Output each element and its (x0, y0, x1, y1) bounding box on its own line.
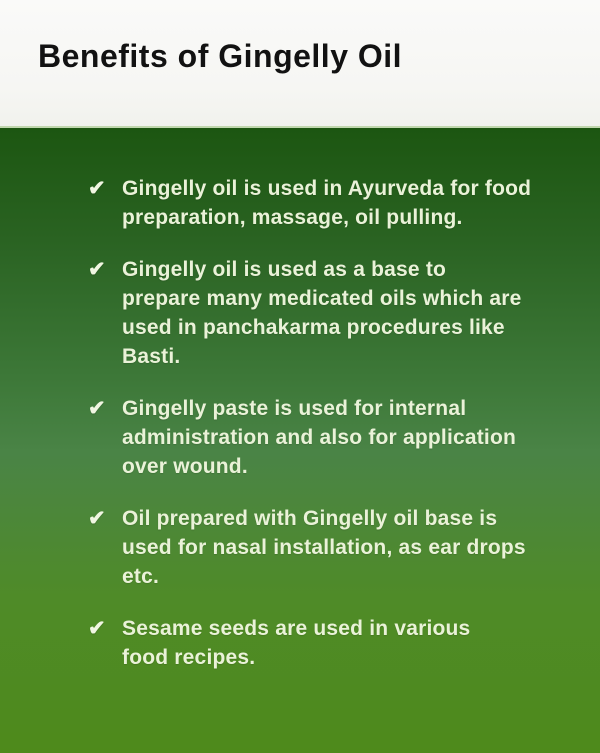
checkmark-icon: ✔ (88, 507, 106, 530)
checkmark-icon: ✔ (88, 617, 106, 640)
list-item (88, 255, 566, 371)
benefit-text (122, 504, 566, 591)
header (0, 0, 600, 126)
benefit-line: Gingelly paste is used for internal (122, 397, 467, 420)
benefit-line: administration and also for application (122, 426, 517, 449)
benefit-line: Gingelly oil is used as a base to (122, 258, 447, 281)
benefit-text (122, 174, 566, 232)
benefit-text (122, 614, 566, 672)
checkmark-icon: ✔ (88, 397, 106, 420)
list-item (88, 614, 566, 672)
benefits-section (0, 126, 600, 753)
benefit-line: Basti. (122, 345, 181, 368)
benefit-line: used for nasal installation, as ear drops (122, 536, 526, 559)
benefit-line: prepare many medicated oils which are (122, 287, 522, 310)
list-item (88, 394, 566, 481)
benefit-text (122, 394, 566, 481)
benefits-list (88, 174, 566, 672)
benefit-line: over wound. (122, 455, 248, 478)
list-item (88, 174, 566, 232)
benefit-line: Sesame seeds are used in various (122, 617, 471, 640)
benefit-line: food recipes. (122, 646, 256, 669)
benefit-text (122, 255, 566, 371)
page-title: Benefits of Gingelly Oil (38, 38, 403, 74)
benefit-line: used in panchakarma procedures like (122, 316, 505, 339)
benefit-line: Gingelly oil is used in Ayurveda for food (122, 177, 532, 200)
list-item (88, 504, 566, 591)
checkmark-icon: ✔ (88, 258, 106, 281)
benefit-line: preparation, massage, oil pulling. (122, 206, 463, 229)
checkmark-icon: ✔ (88, 177, 106, 200)
benefit-line: etc. (122, 565, 159, 588)
benefit-line: Oil prepared with Gingelly oil base is (122, 507, 498, 530)
